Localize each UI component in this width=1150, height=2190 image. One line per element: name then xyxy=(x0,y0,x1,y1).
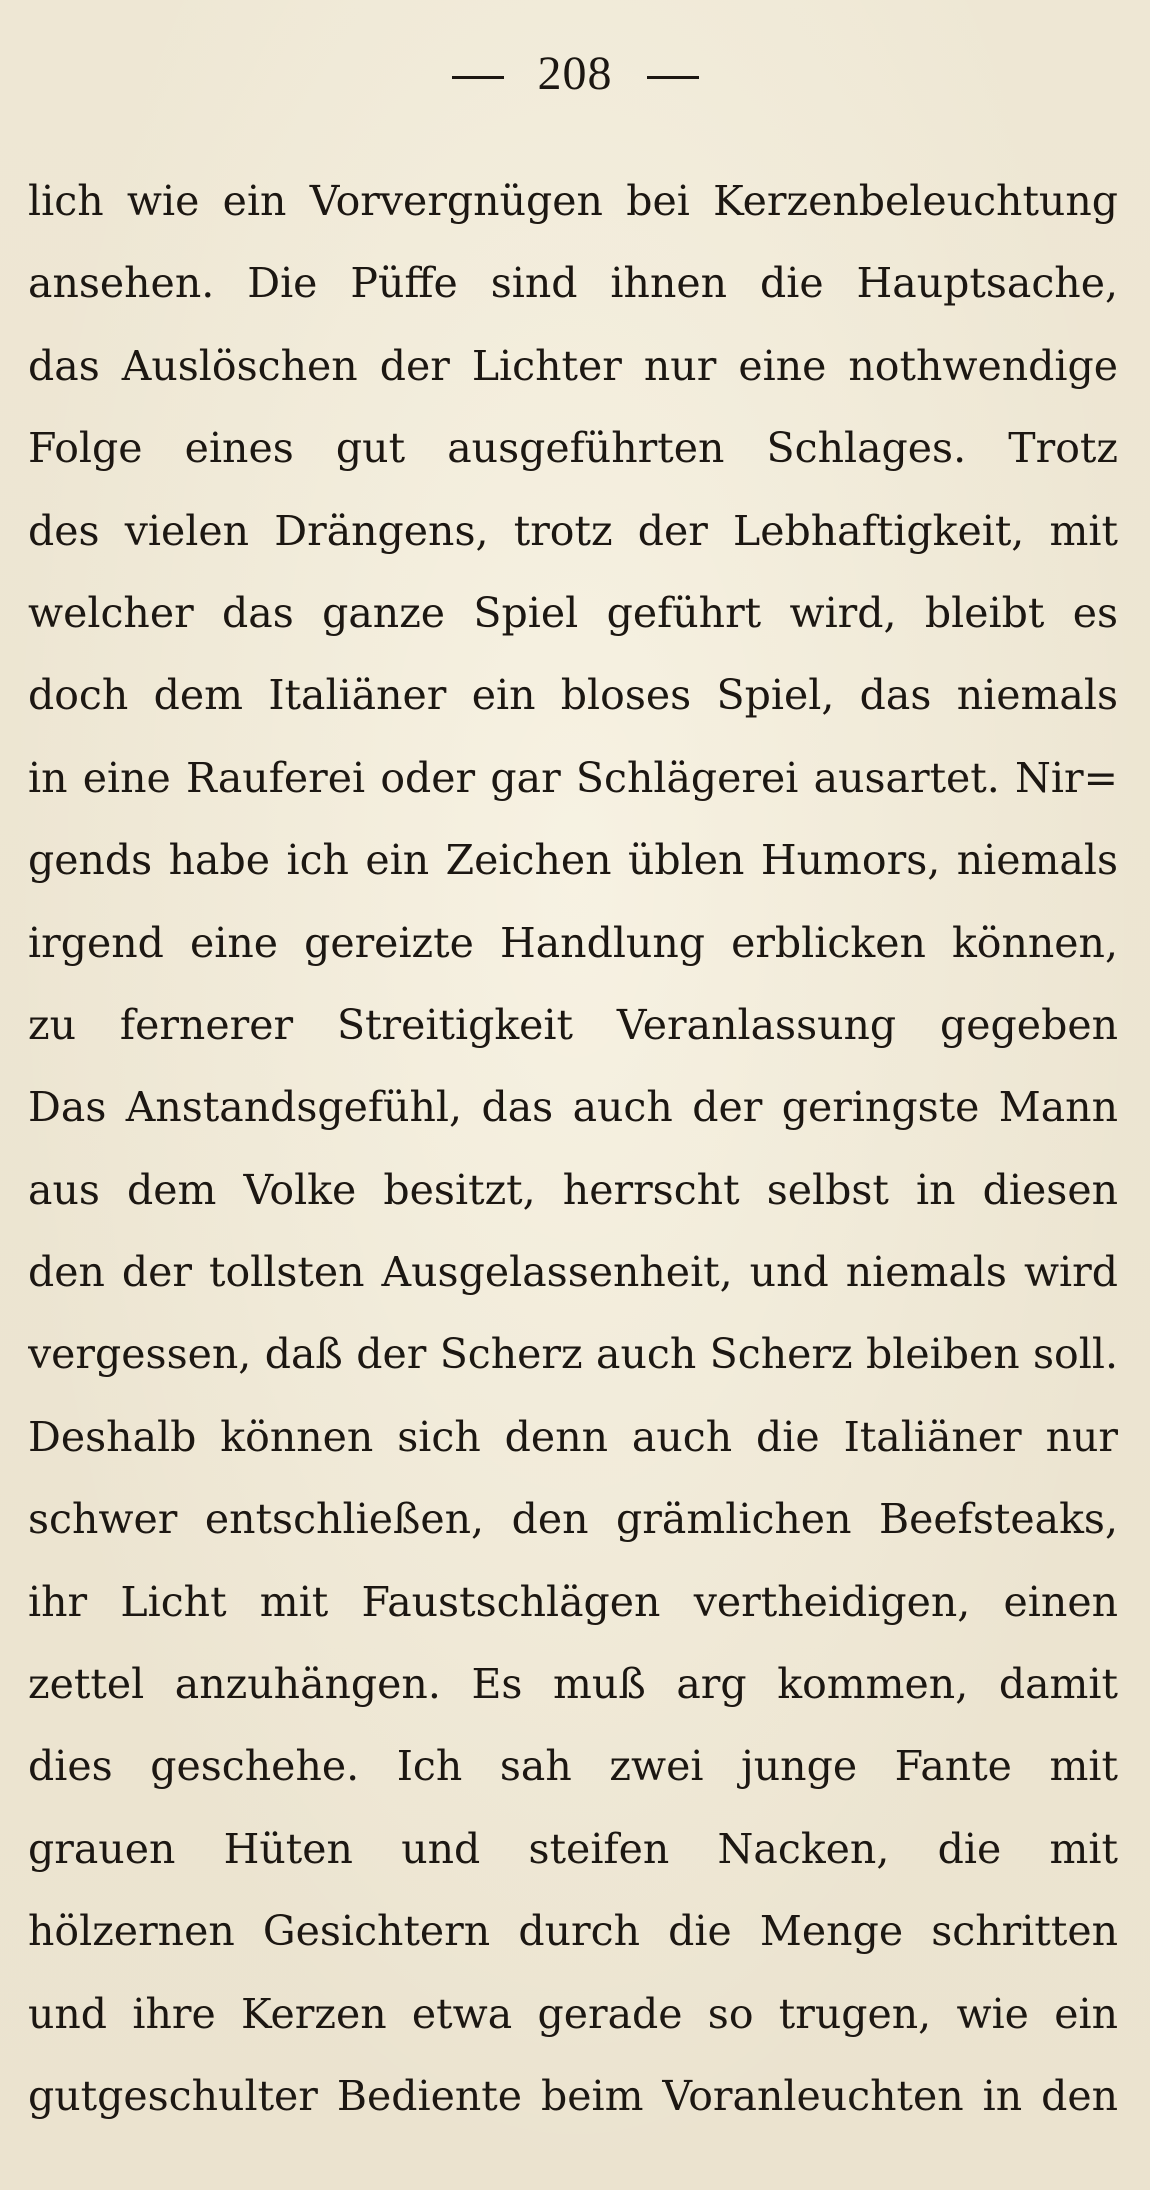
page-number: 208 xyxy=(537,47,613,100)
text-line: ihr Licht mit Faustschlägen vertheidigen, einen xyxy=(28,1577,1118,1626)
header-dash-left xyxy=(452,76,504,79)
page-header xyxy=(0,38,1150,110)
text-line: das Auslöschen der Lichter nur eine nothwendige xyxy=(28,341,1118,390)
header-dash-right xyxy=(647,76,699,79)
text-line: vergessen, daß der Scherz auch Scherz bleiben soll. xyxy=(28,1330,1118,1379)
text-line: Das Anstandsgefühl, das auch der geringste Mann xyxy=(28,1083,1118,1132)
text-line: den der tollsten Ausgelassenheit, und niemals wird xyxy=(28,1248,1118,1297)
text-line: schwer entschließen, den grämlichen Beefsteaks, xyxy=(28,1495,1118,1544)
text-line: doch dem Italiäner ein bloses Spiel, das niemals xyxy=(28,671,1118,720)
text-line: in eine Rauferei oder gar Schlägerei ausartet. Nir= xyxy=(28,753,1118,802)
text-line: zettel anzuhängen. Es muß arg kommen, damit xyxy=(28,1660,1118,1709)
text-line: und ihre Kerzen etwa gerade so trugen, wie ein xyxy=(28,1989,1118,2038)
text-line: Folge eines gut ausgeführten Schlages. Trotz xyxy=(28,424,1118,473)
text-line: gends habe ich ein Zeichen üblen Humors, niemals xyxy=(28,836,1118,885)
text-line: welcher das ganze Spiel geführt wird, bleibt es xyxy=(28,588,1118,637)
text-line: gutgeschulter Bediente beim Voranleuchten in den xyxy=(28,2071,1118,2120)
text-line: grauen Hüten und steifen Nacken, die mit xyxy=(28,1824,1118,1873)
text-line: zu fernerer Streitigkeit Veranlassung gegeben xyxy=(28,1000,1118,1049)
body-text xyxy=(28,160,1118,2137)
text-line: hölzernen Gesichtern durch die Menge schritten xyxy=(28,1907,1118,1956)
text-line: des vielen Drängens, trotz der Lebhaftigkeit, mit xyxy=(28,506,1118,555)
text-line: aus dem Volke besitzt, herrscht selbst in diesen xyxy=(28,1165,1118,1214)
text-line: lich wie ein Vorvergnügen bei Kerzenbeleuchtung xyxy=(28,177,1118,225)
text-line: irgend eine gereizte Handlung erblicken können, xyxy=(28,918,1118,967)
text-line: ansehen. Die Püffe sind ihnen die Hauptsache, xyxy=(28,259,1118,308)
text-line: Deshalb können sich denn auch die Italiäner nur xyxy=(28,1412,1118,1461)
text-line: dies geschehe. Ich sah zwei junge Fante mit xyxy=(28,1742,1118,1791)
